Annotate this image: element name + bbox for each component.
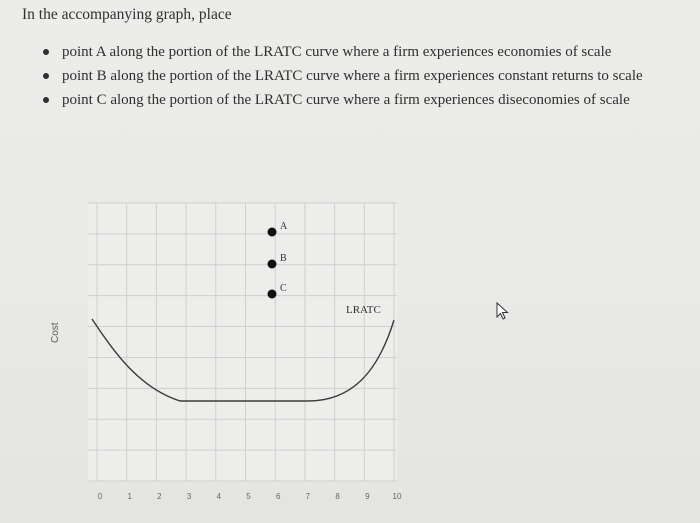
x-tick-label: 2	[157, 492, 162, 501]
x-tick-label: 8	[335, 492, 340, 501]
x-tick-label: 4	[216, 492, 222, 501]
pointer-arrow-icon	[496, 302, 510, 322]
instruction-text: point A along the portion of the LRATC curve where a firm experiences economies of scale	[62, 44, 612, 60]
x-tick-labels	[98, 492, 402, 501]
lratc-label: LRATC	[346, 304, 381, 316]
instruction-text: point C along the portion of the LRATC curve where a firm experiences diseconomies of scale	[62, 92, 630, 108]
y-axis-label: Cost	[50, 322, 61, 343]
question-title: In the accompanying graph, place	[22, 6, 232, 23]
point-label: B	[280, 253, 287, 264]
x-tick-label: 9	[365, 492, 370, 501]
plot-area	[88, 203, 397, 481]
x-tick-label: 1	[127, 492, 132, 501]
point-label: A	[280, 221, 288, 232]
draggable-point-a[interactable]	[268, 228, 277, 237]
x-tick-label: 7	[305, 492, 311, 501]
x-tick-label: 10	[392, 492, 402, 501]
draggable-point-c[interactable]	[268, 290, 277, 299]
instruction-text: point B along the portion of the LRATC curve where a firm experiences constant returns to scale	[62, 68, 643, 84]
draggable-point-b[interactable]	[268, 260, 277, 269]
x-tick-label: 0	[97, 492, 103, 501]
point-label: C	[280, 283, 287, 294]
x-tick-label: 3	[186, 492, 192, 501]
x-tick-label: 6	[275, 492, 281, 501]
x-tick-label: 5	[246, 492, 251, 501]
